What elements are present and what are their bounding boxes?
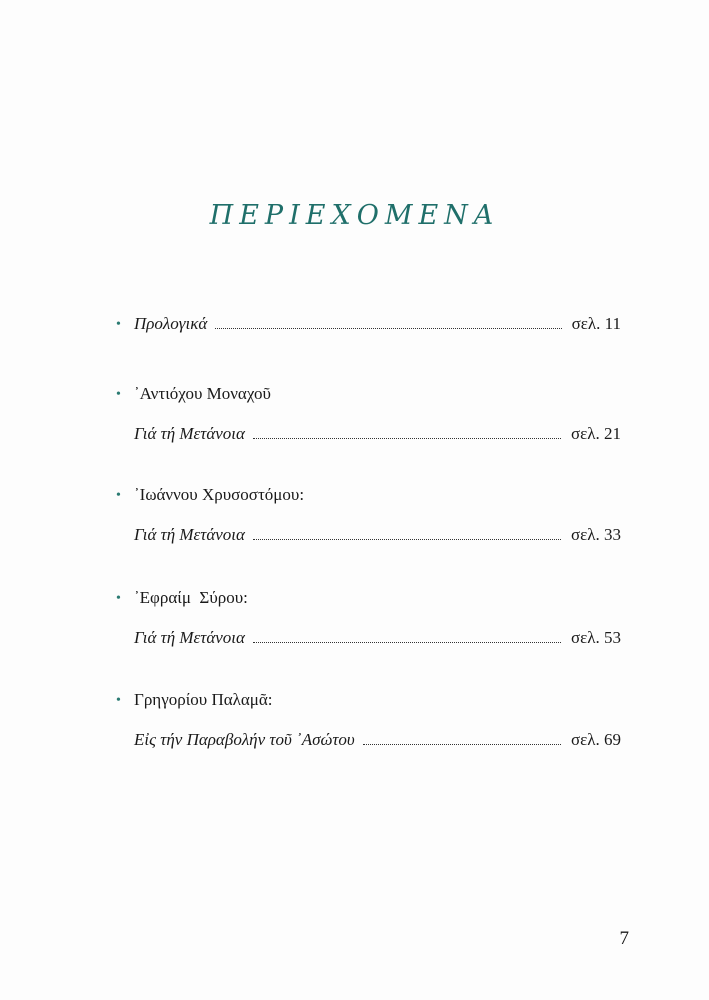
toc-line xyxy=(116,525,621,555)
toc-entry-title: Γιά τή Μετάνοια xyxy=(134,525,245,544)
toc-line xyxy=(116,424,621,454)
toc-author-line xyxy=(116,588,621,618)
toc-entry-author: Γρηγορίου Παλαμᾶ: xyxy=(134,690,273,709)
toc-entry-title: Προλογικά xyxy=(134,314,208,333)
page-number: 7 xyxy=(619,928,629,949)
toc-entry-page: σελ. 11 xyxy=(571,314,621,333)
dot-leader xyxy=(253,641,561,643)
toc-entry-page: σελ. 21 xyxy=(570,424,621,443)
bullet-icon: • xyxy=(116,387,121,402)
toc-entry-prologue xyxy=(116,314,621,344)
toc-entry-title: Γιά τή Μετάνοια xyxy=(134,424,245,443)
toc-line xyxy=(116,314,621,344)
dot-leader xyxy=(363,743,561,745)
dot-leader xyxy=(253,437,561,439)
toc-entry-page: σελ. 53 xyxy=(570,628,621,647)
bullet-icon: • xyxy=(116,693,121,708)
bullet-icon: • xyxy=(116,591,121,606)
toc-entry-title: Γιά τή Μετάνοια xyxy=(134,628,245,647)
toc-entry-ephraim xyxy=(116,588,621,658)
toc-entry-author: ᾿Ιωάννου Χρυσοστόμου: xyxy=(134,485,305,504)
toc-entry-page: σελ. 33 xyxy=(570,525,621,544)
toc-entry-title: Εἰς τήν Παραβολήν τοῦ ᾿Ασώτου xyxy=(134,730,355,749)
toc-entry-page: σελ. 69 xyxy=(570,730,621,749)
bullet-icon: • xyxy=(116,317,121,332)
toc-line xyxy=(116,628,621,658)
toc-author-line xyxy=(116,485,621,515)
dot-leader xyxy=(215,327,561,329)
toc-entry-palamas xyxy=(116,690,621,760)
dot-leader xyxy=(253,538,561,540)
toc-entry-antiochus xyxy=(116,384,621,454)
toc-entry-author: ᾿Αντιόχου Μοναχοῦ xyxy=(134,384,271,403)
bullet-icon: • xyxy=(116,488,121,503)
toc-line xyxy=(116,730,621,760)
page-title: ΠΕΡΙΕΧΟΜΕΝΑ xyxy=(209,200,500,231)
toc-entry-chrysostom xyxy=(116,485,621,555)
toc-author-line xyxy=(116,690,621,720)
toc-author-line xyxy=(116,384,621,414)
toc-entry-author: ᾿Εφραίμ Σύρου: xyxy=(134,588,248,607)
